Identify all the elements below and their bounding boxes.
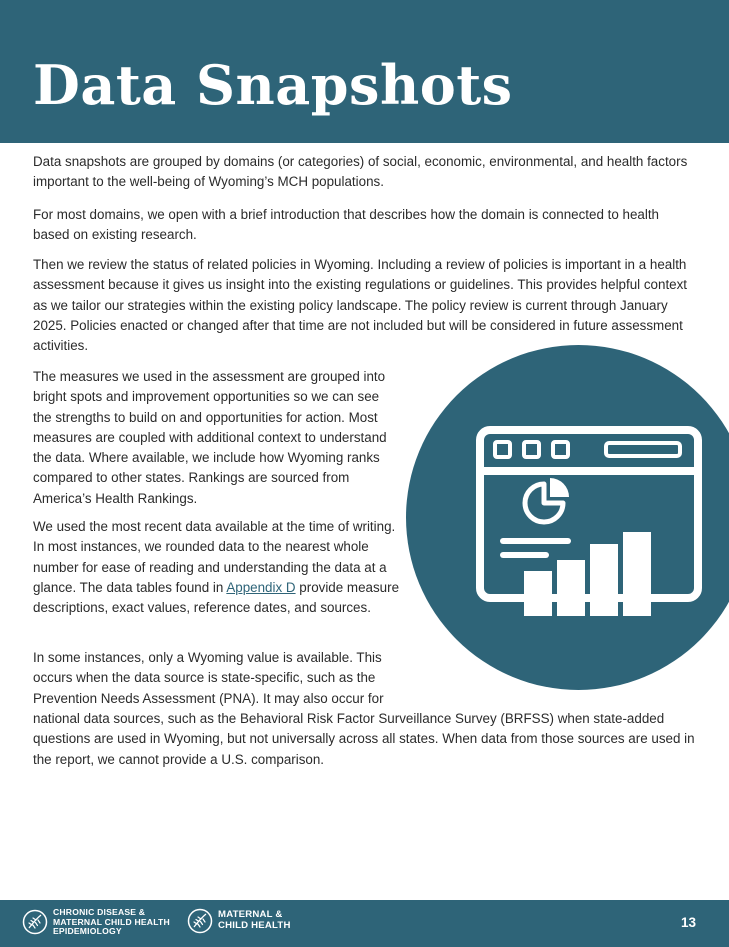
page-header [0,0,729,143]
maternal-child-health-logo [187,908,291,934]
paragraph-policies: Then we review the status of related policies in Wyoming. Including a review of policies is important in a health assessment because it gives us insight into the existing regulations or guidelines. This provides helpful context as we tailor our strategies within the existing policy landscape. The policy review is current through January 2025. Policies enacted or changed after that time are not included but will be considered in future assessment activities. [33,257,688,354]
appendix-d-link[interactable]: Appendix D [226,579,296,595]
logo-mch-line1: MATERNAL & [218,909,283,921]
logo-text-mch [218,910,291,931]
wheat-emblem-icon [187,908,213,934]
paragraph-domains: For most domains, we open with a brief introduction that describes how the domain is connected to health based on existing research. [33,207,659,243]
logo-mch-line2: CHILD HEALTH [218,920,291,931]
data-dashboard-icon [406,345,729,690]
logo-epi-line2: MATERNAL CHILD HEALTH [53,916,170,927]
paragraph-measures: The measures we used in the assessment are grouped into bright spots and improvement opportunities so we can see the strengths to build on and opportunities for action. Most measures are coupled with additional context to understand the data. Where available, we include how Wyoming ranks compared to other states. Rankings are sourced from America’s Health Rankings. [33,369,387,506]
paragraph-us-comparison: national data sources, such as the Behavioral Risk Factor Surveillance Survey (BRFSS) when state-added questions are used in Wyoming, but not universally across all states. When data from those sources are used in the report, we cannot provide a U.S. comparison. [33,711,695,767]
page-footer [0,900,729,947]
page-number: 13 [680,915,696,930]
paragraph-data-recency-text-end: provide measure descriptions, exact values, reference dates, and sources. [33,579,400,616]
logo-text-epi [53,908,170,937]
paragraph-intro: Data snapshots are grouped by domains (or categories) of social, economic, environmental, and health factors important to the well-being of Wyoming’s MCH populations. [33,154,688,190]
wheat-emblem-icon [22,909,48,935]
data-dashboard-illustration [406,345,729,690]
logo-epi-line3: EPIDEMIOLOGY [53,926,122,937]
paragraph-data-recency-text: We used the most recent data available at the time of writing. In most instances, we rounded data to the nearest whole number for ease of reading and understanding the data at a glance. The data tables found in [33,519,396,595]
page-title: Data Snapshots [33,53,513,117]
paragraph-data-recency [33,517,401,618]
chronic-disease-epi-logo [22,908,170,937]
paragraph-wyoming-only: In some instances, only a Wyoming value is available. This occurs when the data source is state-specific, such as the Prevention Needs Assessment (PNA). It may also occur for [33,650,384,706]
logo-epi-line1: CHRONIC DISEASE & [53,907,146,917]
